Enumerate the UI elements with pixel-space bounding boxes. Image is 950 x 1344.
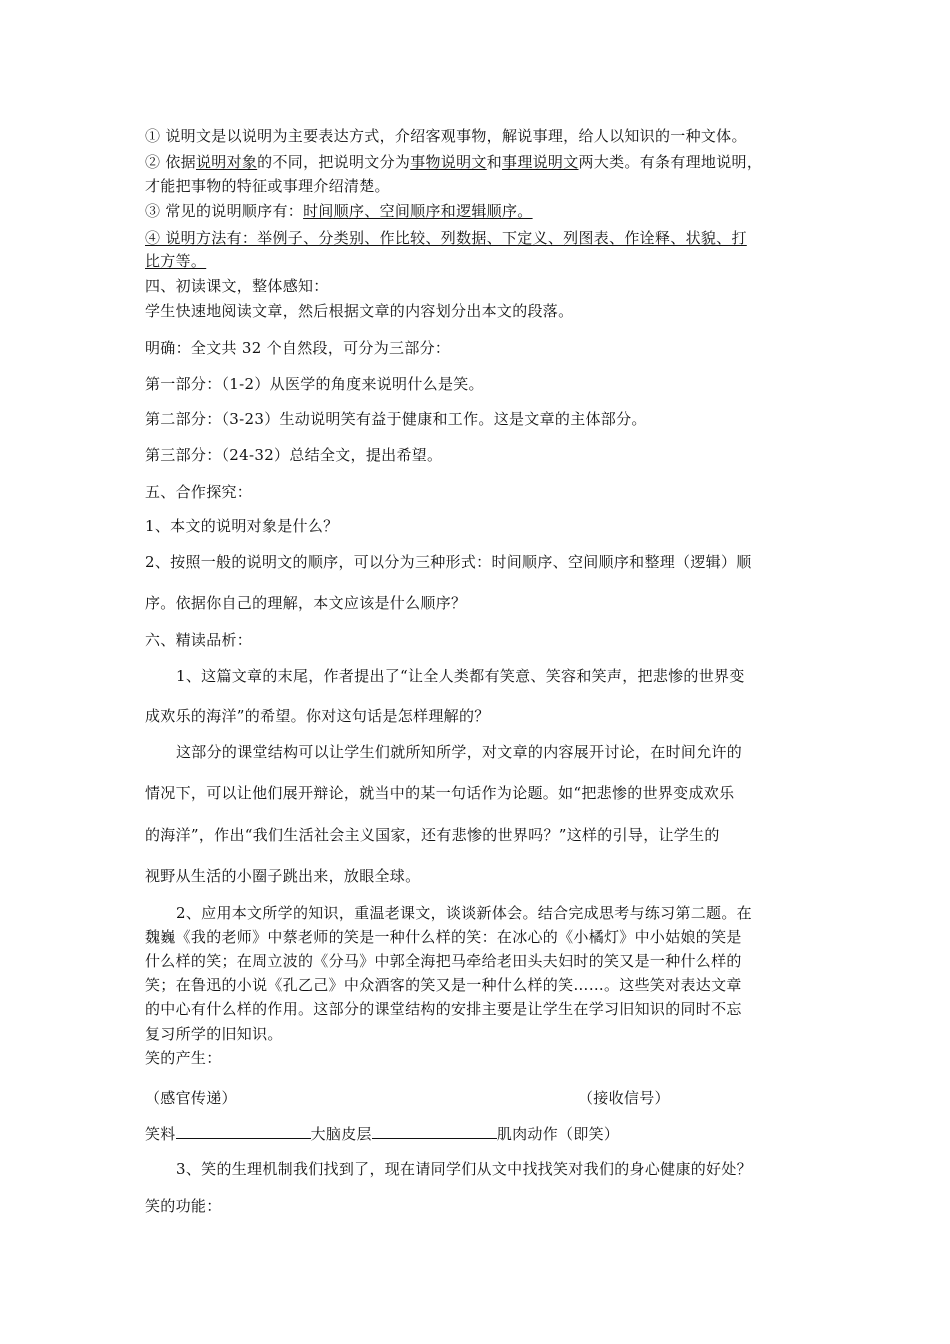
question-2-line-2: 序。依据你自己的理解，本文应该是什么顺序？ — [145, 594, 467, 612]
note-2-mid1: 的不同，把说明文分为 — [257, 153, 411, 171]
note-2-pre: ② 依据 — [145, 153, 196, 171]
explanation-methods-cont: 比方等。 — [145, 252, 207, 270]
para-3-line-1: 2、应用本文所学的知识，重温老课文，谈谈新体会。结合完成思考与练习第二题。在 — [176, 904, 752, 922]
para-2-line-1: 这部分的课堂结构可以让学生们就所知所学，对文章的内容展开讨论，在时间允许的 — [176, 743, 743, 761]
note-4-continued — [145, 251, 815, 271]
note-2 — [145, 152, 815, 172]
note-3 — [145, 201, 815, 221]
para-3-line-4: 笑；在鲁迅的小说《孔乙己》中众酒客的笑又是一种什么样的笑……。这些笑对表达文章 — [145, 976, 742, 994]
chain-muscle-action: 肌肉动作（即笑） — [496, 1125, 620, 1143]
question-2-line-1: 2、按照一般的说明文的顺序，可以分为三种形式：时间顺序、空间顺序和整理（逻辑）顺 — [145, 553, 752, 571]
part-1: 第一部分：（1-2）从医学的角度来说明什么是笑。 — [145, 375, 484, 393]
note-4 — [145, 228, 815, 248]
part-3: 第三部分：（24-32）总结全文，提出希望。 — [145, 446, 443, 464]
para-1-line-2: 成欢乐的海洋”的希望。你对这句话是怎样理解的？ — [145, 707, 490, 725]
term-reason-explanation: 事理说明文 — [502, 153, 579, 171]
sense-transmit-label: （感官传递） — [145, 1089, 237, 1107]
para-3-line-2: 魏巍《我的老师》中蔡老师的笑是一种什么样的笑：在冰心的《小橘灯》中小姑娘的笑是 — [145, 928, 742, 946]
para-2-line-2: 情况下，可以让他们展开辩论，就当中的某一句话作为论题。如“把悲惨的世界变成欢乐 — [145, 784, 735, 802]
para-2-line-4: 视野从生活的小圈子跳出来，放眼全球。 — [145, 867, 421, 885]
explanation-orders: 时间顺序、空间顺序和逻辑顺序。 — [303, 202, 533, 220]
laugh-function-label: 笑的功能： — [145, 1197, 222, 1215]
para-2-line-3: 的海洋”，作出“我们生活社会主义国家，还有悲惨的世界吗？”这样的引导，让学生的 — [145, 826, 720, 844]
note-2-mid2: 和 — [486, 153, 503, 171]
blank-line — [372, 1124, 497, 1139]
explanation-methods: ④ 说明方法有：举例子、分类别、作比较、列数据、下定义、列图表、作诠释、状貌、打 — [145, 229, 747, 247]
question-1: 1、本文的说明对象是什么？ — [145, 517, 339, 535]
receive-signal-label: （接收信号） — [578, 1089, 670, 1107]
para-3-line-3: 什么样的笑；在周立波的《分马》中郭全海把马牵给老田头夫妇时的笑又是一种什么样的 — [145, 952, 742, 970]
section-4-answer: 明确：全文共 32 个自然段，可分为三部分： — [145, 339, 451, 357]
blank-line — [176, 1124, 311, 1139]
para-3-line-5: 的中心有什么样的作用。这部分的课堂结构的安排主要是让学生在学习旧知识的同时不忘 — [145, 1000, 742, 1018]
chain-laugh-material: 笑料 — [145, 1125, 176, 1143]
term-object-explanation: 事物说明文 — [410, 153, 487, 171]
note-1: ① 说明文是以说明为主要表达方式，介绍客观事物，解说事理，给人以知识的一种文体。 — [145, 127, 747, 145]
term-explanation-object: 说明对象 — [195, 153, 258, 171]
laugh-origin-label: 笑的产生： — [145, 1049, 222, 1067]
para-3-line-6: 复习所学的旧知识。 — [145, 1025, 283, 1043]
note-2-continued: 才能把事物的特征或事理介绍清楚。 — [145, 177, 390, 195]
section-6-heading: 六、精读品析： — [145, 631, 253, 649]
note-3-pre: ③ 常见的说明顺序有： — [145, 202, 304, 220]
note-2-post: 两大类。有条有理地说明， — [578, 153, 763, 171]
para-4: 3、笑的生理机制我们找到了，现在请同学们从文中找找笑对我们的身心健康的好处？ — [176, 1160, 752, 1178]
chain-cerebral-cortex: 大脑皮层 — [310, 1125, 372, 1143]
part-2: 第二部分：（3-23）生动说明笑有益于健康和工作。这是文章的主体部分。 — [145, 410, 647, 428]
section-4-heading: 四、初读课文，整体感知： — [145, 277, 329, 295]
laugh-mechanism-chain — [145, 1124, 815, 1144]
section-4-task: 学生快速地阅读文章，然后根据文章的内容划分出本文的段落。 — [145, 302, 574, 320]
section-5-heading: 五、合作探究： — [145, 483, 253, 501]
para-1-line-1: 1、这篇文章的末尾，作者提出了“让全人类都有笑意、笑容和笑声，把悲惨的世界变 — [176, 667, 745, 685]
